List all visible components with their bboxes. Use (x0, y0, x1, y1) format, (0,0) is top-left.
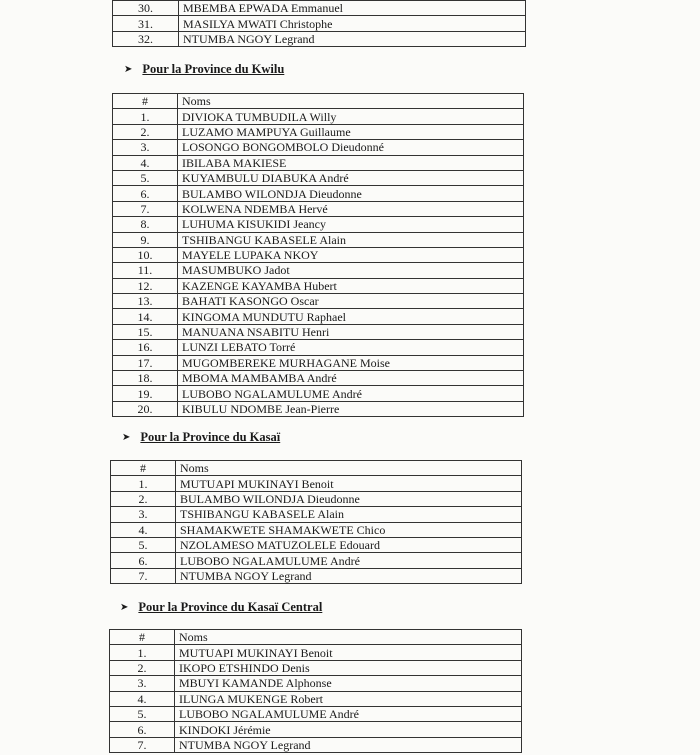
row-number: 1. (111, 476, 176, 491)
row-name: MASUMBUKO Jadot (178, 263, 524, 278)
table-row (111, 522, 522, 537)
table-row (113, 263, 524, 278)
row-name: IBILABA MAKIESE (178, 155, 524, 170)
row-number: 16. (113, 340, 178, 355)
section-title: Pour la Province du Kasaï (140, 430, 281, 444)
kasai-central-table (109, 629, 522, 753)
row-name: MANUANA NSABITU Henri (178, 324, 524, 339)
row-name: Noms (175, 630, 522, 645)
row-number: 2. (110, 660, 175, 675)
table-row (113, 16, 526, 31)
row-name: LUBOBO NGALAMULUME André (178, 386, 524, 401)
table-row (111, 568, 522, 583)
row-name: Noms (176, 461, 522, 476)
row-name: LUZAMO MAMPUYA Guillaume (178, 124, 524, 139)
row-name: TSHIBANGU KABASELE Alain (176, 507, 522, 522)
table-row (111, 537, 522, 552)
row-name: KINDOKI Jérémie (175, 722, 522, 737)
row-number: 6. (111, 553, 176, 568)
table-row (113, 31, 526, 46)
row-name: KAZENGE KAYAMBA Hubert (178, 278, 524, 293)
table-header-row (111, 461, 522, 476)
row-name: MUTUAPI MUKINAYI Benoit (176, 476, 522, 491)
row-number: # (110, 630, 175, 645)
row-name: LUBOBO NGALAMULUME André (175, 706, 522, 721)
row-name: IKOPO ETSHINDO Denis (175, 660, 522, 675)
table-row (110, 660, 522, 675)
row-name: LUHUMA KISUKIDI Jeancy (178, 217, 524, 232)
row-number: 10. (113, 247, 178, 262)
table-row (113, 109, 524, 124)
top-table (112, 0, 526, 47)
section-heading-kwilu (124, 62, 284, 77)
row-number: 9. (113, 232, 178, 247)
table-row (113, 1, 526, 16)
row-name: MUTUAPI MUKINAYI Benoit (175, 645, 522, 660)
row-number: 1. (110, 645, 175, 660)
row-number: 5. (110, 706, 175, 721)
table-row (110, 645, 522, 660)
row-name: NZOLAMESO MATUZOLELE Edouard (176, 537, 522, 552)
row-number: 6. (113, 186, 178, 201)
row-number: 2. (111, 491, 176, 506)
table-row (111, 507, 522, 522)
table-row (113, 186, 524, 201)
row-name: MBUYI KAMANDE Alphonse (175, 676, 522, 691)
row-number: 4. (110, 691, 175, 706)
row-name: DIVIOKA TUMBUDILA Willy (178, 109, 524, 124)
row-name: MUGOMBEREKE MURHAGANE Moise (178, 355, 524, 370)
section-heading-kasai-central (120, 600, 322, 615)
row-name: KIBULU NDOMBE Jean-Pierre (178, 401, 524, 416)
table-row (113, 124, 524, 139)
row-number: 14. (113, 309, 178, 324)
row-number: 30. (113, 1, 179, 16)
row-number: 7. (113, 201, 178, 216)
arrow-bullet-icon: ➤ (122, 432, 131, 443)
table-row (111, 553, 522, 568)
row-number: 3. (111, 507, 176, 522)
table-row (113, 401, 524, 416)
table-row (113, 170, 524, 185)
row-number: 6. (110, 722, 175, 737)
row-number: 3. (110, 676, 175, 691)
row-number: 7. (111, 568, 176, 583)
row-name: Noms (178, 94, 524, 109)
row-number: 32. (113, 31, 179, 46)
table-row (113, 386, 524, 401)
table-row (110, 737, 522, 752)
arrow-bullet-icon: ➤ (120, 602, 129, 613)
row-name: KUYAMBULU DIABUKA André (178, 170, 524, 185)
row-number: 19. (113, 386, 178, 401)
row-name: KOLWENA NDEMBA Hervé (178, 201, 524, 216)
row-name: BULAMBO WILONDJA Dieudonne (176, 491, 522, 506)
row-number: 4. (111, 522, 176, 537)
row-number: 31. (113, 16, 179, 31)
row-number: 1. (113, 109, 178, 124)
row-number: 5. (111, 537, 176, 552)
row-name: LUBOBO NGALAMULUME André (176, 553, 522, 568)
table-row (113, 155, 524, 170)
row-name: TSHIBANGU KABASELE Alain (178, 232, 524, 247)
row-name: NTUMBA NGOY Legrand (175, 737, 522, 752)
row-number: # (113, 94, 178, 109)
row-name: MBEMBA EPWADA Emmanuel (179, 1, 526, 16)
row-number: 11. (113, 263, 178, 278)
kasai-table (110, 460, 522, 584)
table-row (113, 278, 524, 293)
row-number: 18. (113, 371, 178, 386)
row-number: 15. (113, 324, 178, 339)
row-name: MAYELE LUPAKA NKOY (178, 247, 524, 262)
section-title: Pour la Province du Kwilu (142, 62, 285, 76)
row-name: LOSONGO BONGOMBOLO Dieudonné (178, 140, 524, 155)
row-number: 7. (110, 737, 175, 752)
table-header-row (110, 630, 522, 645)
row-number: 2. (113, 124, 178, 139)
table-header-row (113, 94, 524, 109)
table-row (113, 232, 524, 247)
table-row (110, 706, 522, 721)
row-name: BAHATI KASONGO Oscar (178, 294, 524, 309)
row-number: 20. (113, 401, 178, 416)
row-number: 5. (113, 170, 178, 185)
table-row (110, 676, 522, 691)
kwilu-table (112, 93, 524, 417)
table-row (111, 491, 522, 506)
row-name: NTUMBA NGOY Legrand (179, 31, 526, 46)
arrow-bullet-icon: ➤ (124, 64, 133, 75)
row-number: 12. (113, 278, 178, 293)
row-number: 3. (113, 140, 178, 155)
row-name: NTUMBA NGOY Legrand (176, 568, 522, 583)
table-row (113, 217, 524, 232)
table-row (113, 340, 524, 355)
table-row (110, 722, 522, 737)
table-row (110, 691, 522, 706)
table-row (113, 247, 524, 262)
row-number: 4. (113, 155, 178, 170)
row-name: SHAMAKWETE SHAMAKWETE Chico (176, 522, 522, 537)
row-name: LUNZI LEBATO Torré (178, 340, 524, 355)
row-number: 8. (113, 217, 178, 232)
table-row (113, 140, 524, 155)
section-title: Pour la Province du Kasaï Central (138, 600, 323, 614)
row-name: MASILYA MWATI Christophe (179, 16, 526, 31)
row-name: MBOMA MAMBAMBA André (178, 371, 524, 386)
row-number: # (111, 461, 176, 476)
row-name: ILUNGA MUKENGE Robert (175, 691, 522, 706)
table-row (111, 476, 522, 491)
row-name: KINGOMA MUNDUTU Raphael (178, 309, 524, 324)
table-row (113, 371, 524, 386)
table-row (113, 294, 524, 309)
section-heading-kasai (122, 430, 280, 445)
table-row (113, 355, 524, 370)
table-row (113, 324, 524, 339)
row-number: 13. (113, 294, 178, 309)
table-row (113, 201, 524, 216)
row-number: 17. (113, 355, 178, 370)
row-name: BULAMBO WILONDJA Dieudonne (178, 186, 524, 201)
table-row (113, 309, 524, 324)
